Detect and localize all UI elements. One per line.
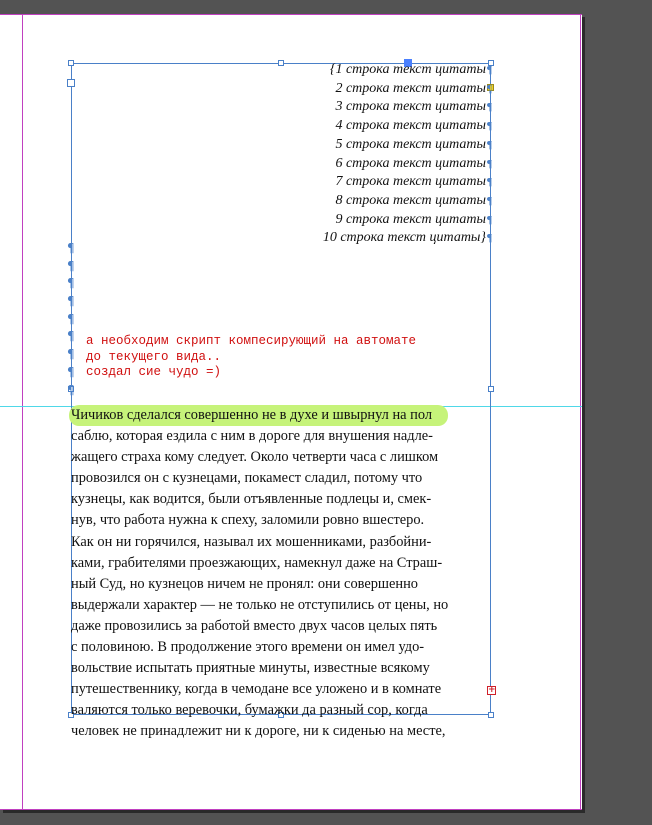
quote-line: 2 строка текст цитаты¶ xyxy=(335,80,492,96)
quote-line: 10 строка текст цитаты}¶ xyxy=(322,230,492,246)
top-margin-guide xyxy=(0,14,582,15)
quote-line: 3 строка текст цитаты¶ xyxy=(335,99,492,115)
right-margin-guide xyxy=(580,14,581,810)
pilcrow-icon: ¶ xyxy=(67,311,75,326)
body-line: саблю, которая ездила с ним в дороге для внушения надле- xyxy=(71,428,433,445)
note-line: а необходим скрипт компесирующий на автомате xyxy=(86,334,417,348)
pilcrow-icon: ¶ xyxy=(67,241,75,255)
body-line xyxy=(71,405,491,426)
body-line: кузнецы, как водится, были отъявленные подлецы и, смек- xyxy=(71,491,432,508)
body-line: жащего страха кому следует. Около четверти часа с лишком xyxy=(71,449,439,466)
frame-handle-top-left[interactable] xyxy=(68,60,74,66)
quote-line: 8 строка текст цитаты¶ xyxy=(335,192,492,208)
body-line: Как он ни горячился, называл их мошенниками, разбойни- xyxy=(71,533,432,550)
quote-line: 6 строка текст цитаты¶ xyxy=(335,155,492,171)
body-line: нув, что работа нужна к спеху, заломили ровно вшестеро. xyxy=(71,512,425,529)
quote-line: 9 строка текст цитаты¶ xyxy=(335,211,492,227)
pilcrow-icon: ¶ xyxy=(67,258,75,273)
pilcrow-icon: ¶ xyxy=(67,276,75,291)
body-line: выдержали характер — не только не отступились от цены, но xyxy=(71,596,449,613)
script-note xyxy=(86,334,416,381)
overflow-port-icon[interactable]: + xyxy=(488,685,496,695)
body-text[interactable] xyxy=(71,405,491,743)
body-line: даже провозились за работой вместо двух часов целых пять xyxy=(71,617,438,634)
pilcrow-icon: ¶ xyxy=(67,347,75,362)
note-line: до текущего вида.. xyxy=(86,349,222,364)
quote-line: 7 строка текст цитаты¶ xyxy=(335,174,492,190)
in-port-icon[interactable] xyxy=(67,79,75,87)
body-line: вольствие испытать приятные минуты, известные всякому xyxy=(71,660,430,677)
left-margin-guide xyxy=(22,14,23,810)
frame-handle-middle-right[interactable] xyxy=(488,386,494,392)
body-line: путешественнику, когда в чемодане все уложено и в комнате xyxy=(71,681,442,698)
body-line: ками, грабителями проезжающих, намекнул даже на Страш- xyxy=(71,554,443,571)
quote-block[interactable] xyxy=(250,61,492,248)
pilcrow-icon: ¶ xyxy=(67,329,75,344)
empty-paragraphs xyxy=(67,240,75,399)
body-line: ный Суд, но кузнецов ничем не пронял: они совершенно xyxy=(71,575,418,592)
body-line: человек не принадлежит ни к дороге, ни к сиденью на месте, xyxy=(71,723,446,740)
body-line: с половиною. В продолжение этого времени он имел удо- xyxy=(71,639,425,656)
body-line: валяются только веревочки, бумажки да разный сор, когда xyxy=(71,702,428,719)
body-line: провозился он с кузнецами, покамест сладил, потому что xyxy=(71,470,423,487)
bottom-margin-guide xyxy=(0,809,582,810)
pilcrow-icon: ¶ xyxy=(67,364,75,379)
note-line: создал сие чудо =) xyxy=(86,365,222,379)
quote-line: {1 строка текст цитаты¶ xyxy=(329,62,492,77)
quote-line: 5 строка текст цитаты¶ xyxy=(335,136,492,152)
pilcrow-icon: ¶ xyxy=(67,294,75,309)
highlighted-line: Чичиков сделался совершенно не в духе и швырнул на пол xyxy=(69,405,448,426)
pilcrow-icon: ¶ xyxy=(67,382,75,397)
quote-line: 4 строка текст цитаты¶ xyxy=(335,118,492,134)
